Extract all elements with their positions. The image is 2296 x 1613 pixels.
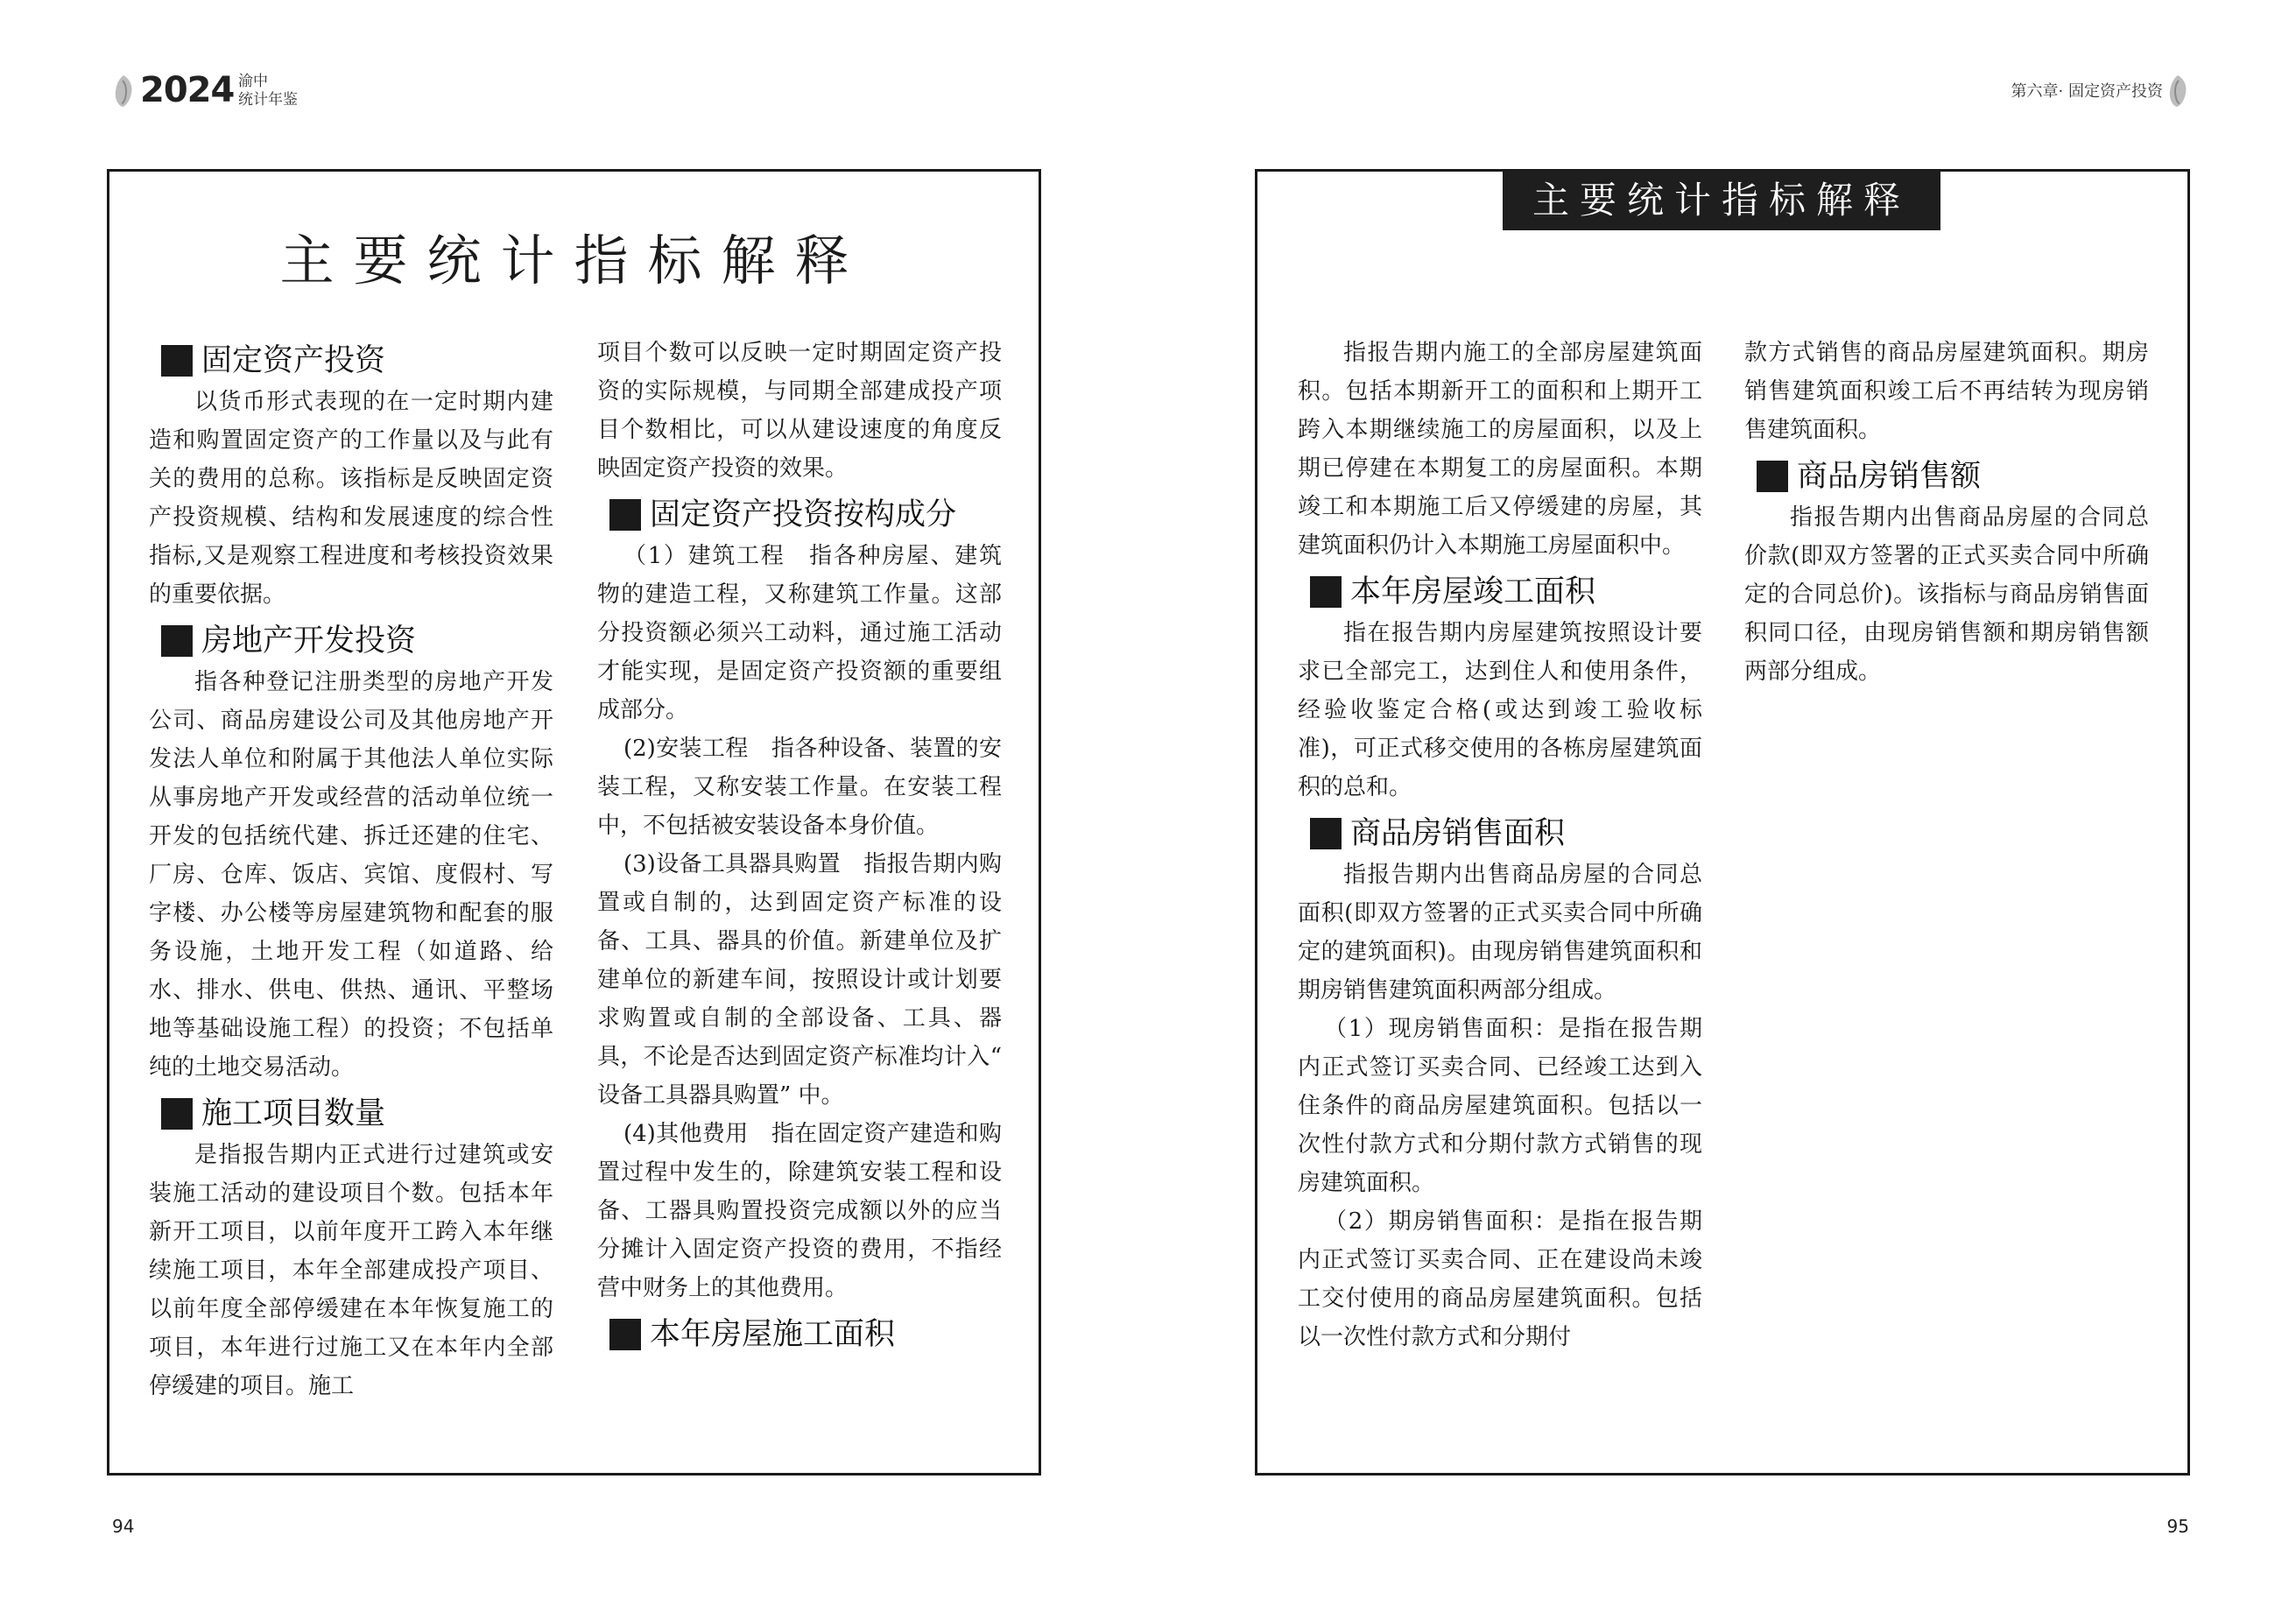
- black-square-bullet-icon: [609, 499, 641, 531]
- section-heading: [1757, 454, 2149, 498]
- list-item-paragraph: (3)设备工具器具购置 指报告期内购置或自制的，达到固定资产标准的设备、工具、器具的价值。新建单位及扩建单位的新建车间，按照设计或计划要求购置或自制的全部设备、工具、器具，不论是否达到固定资产标准均计入“ 设备工具器具购置” 中。: [597, 851, 1002, 1109]
- section-heading: [609, 1313, 1002, 1356]
- left-page-column-2: [597, 334, 1002, 1356]
- section-heading-text: 房地产开发投资: [201, 623, 417, 659]
- header-book-line1: 渝中: [238, 73, 268, 90]
- section-heading-text: 本年房屋施工面积: [650, 1317, 896, 1352]
- section-heading-text: 固定资产投资: [201, 343, 386, 378]
- body-paragraph: 款方式销售的商品房屋建筑面积。期房销售建筑面积竣工后不再结转为现房销售建筑面积。: [1744, 340, 2149, 443]
- list-item-paragraph: （1）现房销售面积：是指在报告期内正式签订买卖合同、已经竣工达到入住条件的商品房屋建筑面积。包括以一次性付款方式和分期付款方式销售的现房建筑面积。: [1298, 1016, 1702, 1196]
- header-book-line2: 统计年鉴: [238, 91, 298, 109]
- chapter-leaf-icon: [2166, 74, 2189, 109]
- black-square-bullet-icon: [161, 625, 193, 657]
- section-heading-text: 本年房屋竣工面积: [1350, 574, 1596, 609]
- body-paragraph: 指在报告期内房屋建筑按照设计要求已全部完工，达到住人和使用条件，经验收鉴定合格(或达到竣工验收标准)，可正式移交使用的各栋房屋建筑面积的总和。: [1298, 620, 1702, 800]
- black-square-bullet-icon: [609, 1319, 641, 1350]
- section-heading: [161, 339, 553, 383]
- list-item-paragraph: (2)安装工程 指各种设备、装置的安装工程，又称安装工作量。在安装工程中，不包括被安装设备本身价值。: [597, 736, 1002, 839]
- body-paragraph: 指报告期内施工的全部房屋建筑面积。包括本期新开工的面积和上期开工跨入本期继续施工的房屋面积，以及上期已停建在本期复工的房屋面积。本期竣工和本期施工后又停缓建的房屋，其建筑面积仍计入本期施工房屋面积中。: [1298, 340, 1702, 559]
- body-paragraph: 指报告期内出售商品房屋的合同总面积(即双方签署的正式买卖合同中所确定的建筑面积)。由现房销售建筑面积和期房销售建筑面积两部分组成。: [1298, 862, 1702, 1004]
- body-paragraph: 是指报告期内正式进行过建筑或安装施工活动的建设项目个数。包括本年新开工项目，以前年度开工跨入本年继续施工项目，本年全部建成投产项目、以前年度全部停缓建在本年恢复施工的项目，本年进行过施工又在本年内全部停缓建的项目。施工: [149, 1142, 553, 1399]
- black-square-bullet-icon: [1310, 818, 1342, 849]
- left-page-number: 94: [112, 1516, 135, 1537]
- section-heading: [161, 1092, 553, 1136]
- section-heading-text: 商品房销售额: [1797, 459, 1982, 494]
- list-item-paragraph: （2）期房销售面积：是指在报告期内正式签订买卖合同、正在建设尚未竣工交付使用的商品房屋建筑面积。包括以一次性付款方式和分期付: [1298, 1208, 1702, 1350]
- list-item-paragraph: (4)其他费用 指在固定资产建造和购置过程中发生的，除建筑安装工程和设备、工器具购置投资完成额以外的应当分摊计入固定资产投资的费用，不指经营中财务上的其他费用。: [597, 1121, 1002, 1301]
- left-page-column-1: [149, 334, 553, 1405]
- header-chapter: 第六章· 固定资产投资: [2011, 82, 2163, 101]
- section-heading: [161, 619, 553, 663]
- black-square-bullet-icon: [161, 345, 193, 377]
- body-paragraph: 指报告期内出售商品房屋的合同总价款(即双方签署的正式买卖合同中所确定的合同总价)。该指标与商品房销售面积同口径，由现房销售额和期房销售额两部分组成。: [1744, 504, 2149, 685]
- section-heading-text: 固定资产投资按构成分: [650, 497, 957, 532]
- section-heading: [1310, 812, 1702, 856]
- section-heading-text: 施工项目数量: [201, 1096, 386, 1131]
- section-heading-text: 商品房销售面积: [1350, 816, 1566, 851]
- body-paragraph: 指各种登记注册类型的房地产开发公司、商品房建设公司及其他房地产开发法人单位和附属于其他法人单位实际从事房地产开发或经营的活动单位统一开发的包括统代建、拆迁还建的住宅、厂房、仓库、饭店、宾馆、度假村、写字楼、办公楼等房屋建筑物和配套的服务设施，土地开发工程（如道路、给水、排水、供电、供热、通讯、平整场地等基础设施工程）的投资；不包括单纯的土地交易活动。: [149, 669, 553, 1081]
- yearbook-logo-icon: [112, 74, 135, 109]
- black-square-bullet-icon: [161, 1098, 193, 1130]
- left-page-title: 主要统计指标解释: [279, 229, 869, 292]
- right-page-column-1: [1298, 334, 1702, 1356]
- body-paragraph: 项目个数可以反映一定时期固定资产投资的实际规模，与同期全部建成投产项目个数相比，可以从建设速度的角度反映固定资产投资的效果。: [597, 340, 1002, 482]
- black-square-bullet-icon: [1757, 461, 1788, 492]
- right-page-number: 95: [2166, 1516, 2189, 1537]
- section-heading: [609, 493, 1002, 537]
- body-paragraph: 以货币形式表现的在一定时期内建造和购置固定资产的工作量以及与此有关的费用的总称。该指标是反映固定资产投资规模、结构和发展速度的综合性指标,又是观察工程进度和考核投资效果的重要依据。: [149, 389, 553, 608]
- right-page-column-2: [1744, 334, 2149, 691]
- header-book-title: [238, 73, 298, 109]
- black-square-bullet-icon: [1310, 576, 1342, 608]
- list-item-paragraph: （1）建筑工程 指各种房屋、建筑物的建造工程，又称建筑工作量。这部分投资额必须兴工动料，通过施工活动才能实现，是固定资产投资额的重要组成部分。: [597, 543, 1002, 723]
- header-year: 2024: [140, 70, 235, 110]
- section-heading: [1310, 570, 1702, 614]
- right-page-title-banner: 主要统计指标解释: [1503, 171, 1940, 230]
